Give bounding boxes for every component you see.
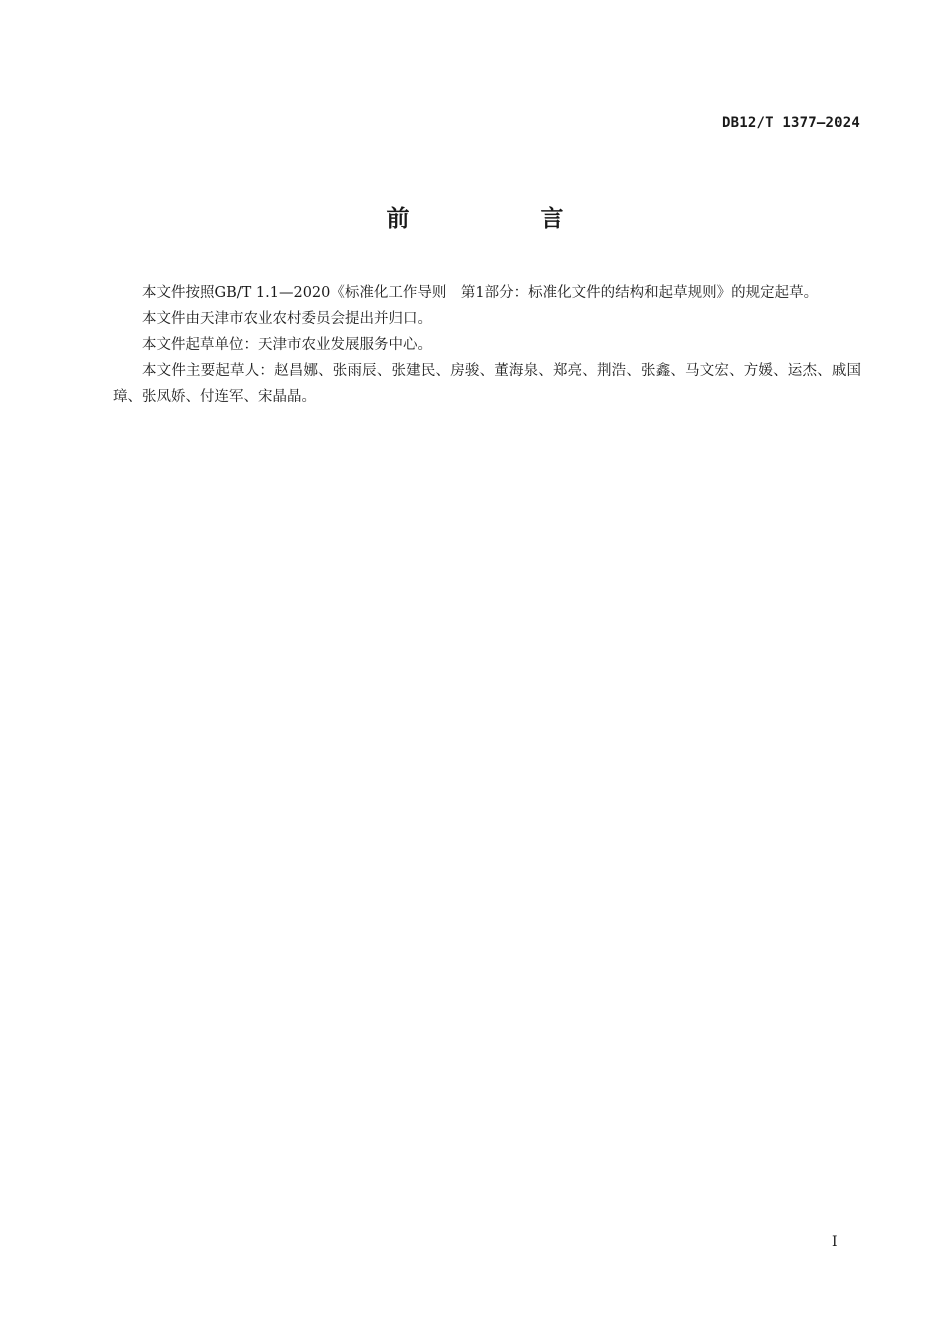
document-code: DB12/T 1377—2024 [721, 115, 860, 131]
paragraph-drafting-basis: 本文件按照GB/T 1.1—2020《标准化工作导则 第1部分：标准化文件的结构和起草规则》的规定起草。 [142, 285, 819, 301]
paragraph-drafting-unit: 本文件起草单位：天津市农业发展服务中心。 [142, 337, 432, 353]
paragraph-drafters: 本文件主要起草人：赵昌娜、张雨辰、张建民、房骏、董海泉、郑亮、荆浩、张鑫、马文宏、方媛、运杰、戚国璋、张凤娇、付连军、宋晶晶。 [113, 363, 861, 405]
foreword-body [113, 280, 861, 410]
page-number: I [832, 1234, 838, 1250]
page-title: 前 言 [386, 206, 618, 232]
paragraph-proposer: 本文件由天津市农业农村委员会提出并归口。 [142, 311, 432, 327]
